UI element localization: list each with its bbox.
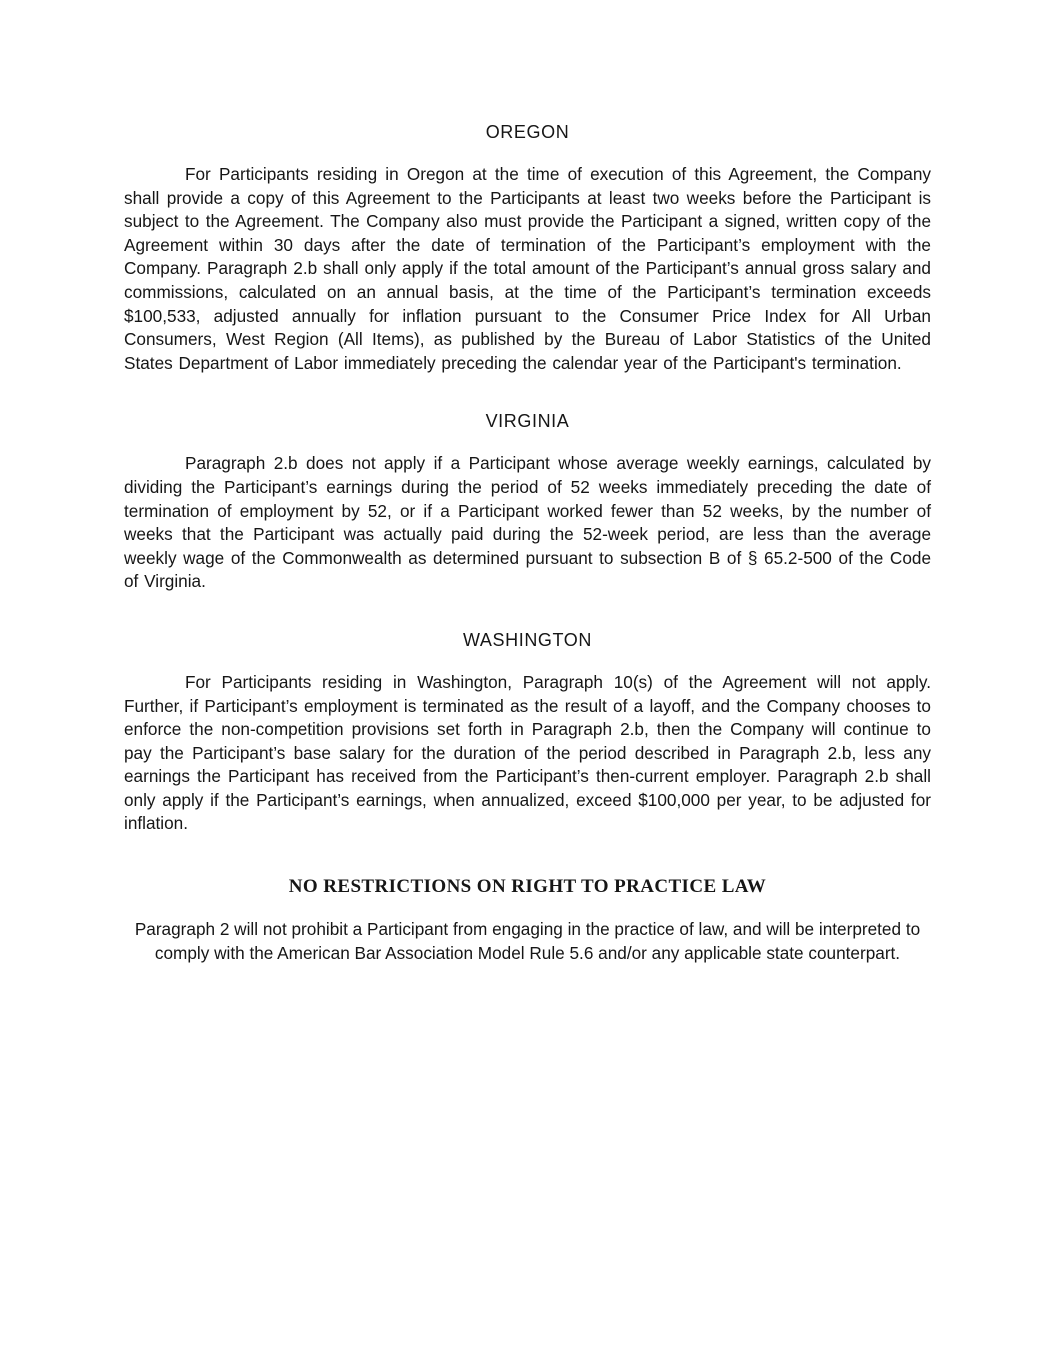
section-heading-no-restrictions: NO RESTRICTIONS ON RIGHT TO PRACTICE LAW	[288, 876, 767, 898]
paragraph-oregon: For Participants residing in Oregon at the time of execution of this Agreement, the Company shall provide a copy of this Agreement to the Participants at least two weeks before the Participant is subject to the Agreement. The Company also must provide the Participant a signed, written copy of the Agreement within 30 days after the date of termination of the Participant’s employment with the Company. Paragraph 2.b shall only apply if the total amount of the Participant’s annual gross salary and commissions, calculated on an annual basis, at the time of the Participant’s termination exceeds $100,533, adjusted annually for inflation pursuant to the Consumer Price Index for All Urban Consumers, West Region (All Items), as published by the Bureau of Labor Statistics of the United States Department of Labor immediately preceding the calendar year of the Participant's termination.	[124, 164, 931, 373]
paragraph-virginia: Paragraph 2.b does not apply if a Participant whose average weekly earnings, calculated by dividing the Participant’s earnings during the period of 52 weeks immediately preceding the date of termination of employment by 52, or if a Participant worked fewer than 52 weeks, by the number of weeks that the Participant was actually paid during the 52-week period, are less than the average weekly wage of the Commonwealth as determined pursuant to subsection B of § 65.2-500 of the Code of Virginia.	[124, 453, 931, 592]
section-heading-oregon: OREGON	[485, 122, 570, 142]
paragraph-washington: For Participants residing in Washington, Paragraph 10(s) of the Agreement will not apply. Further, if Participant’s employment is terminated as the result of a layoff, and the Company chooses to enforce the non-competition provisions set forth in Paragraph 2.b, then the Company will continue to pay the Participant’s base salary for the duration of the period described in Paragraph 2.b, less any earnings the Participant has received from the Participant’s then-current employer. Paragraph 2.b shall only apply if the Participant’s earnings, when annualized, exceed $100,000 per year, to be adjusted for inflation.	[124, 671, 931, 834]
section-washington	[124, 630, 931, 836]
section-virginia	[124, 411, 931, 594]
document-content	[124, 122, 931, 965]
section-heading-virginia: VIRGINIA	[485, 411, 570, 432]
paragraph-no-restrictions: Paragraph 2 will not prohibit a Participant from engaging in the practice of law, and will be interpreted to comply with the American Bar Association Model Rule 5.6 and/or any applicable state counterpart.	[134, 919, 921, 963]
section-no-restrictions	[124, 876, 931, 965]
section-heading-washington: WASHINGTON	[462, 629, 592, 650]
section-oregon	[124, 122, 931, 375]
